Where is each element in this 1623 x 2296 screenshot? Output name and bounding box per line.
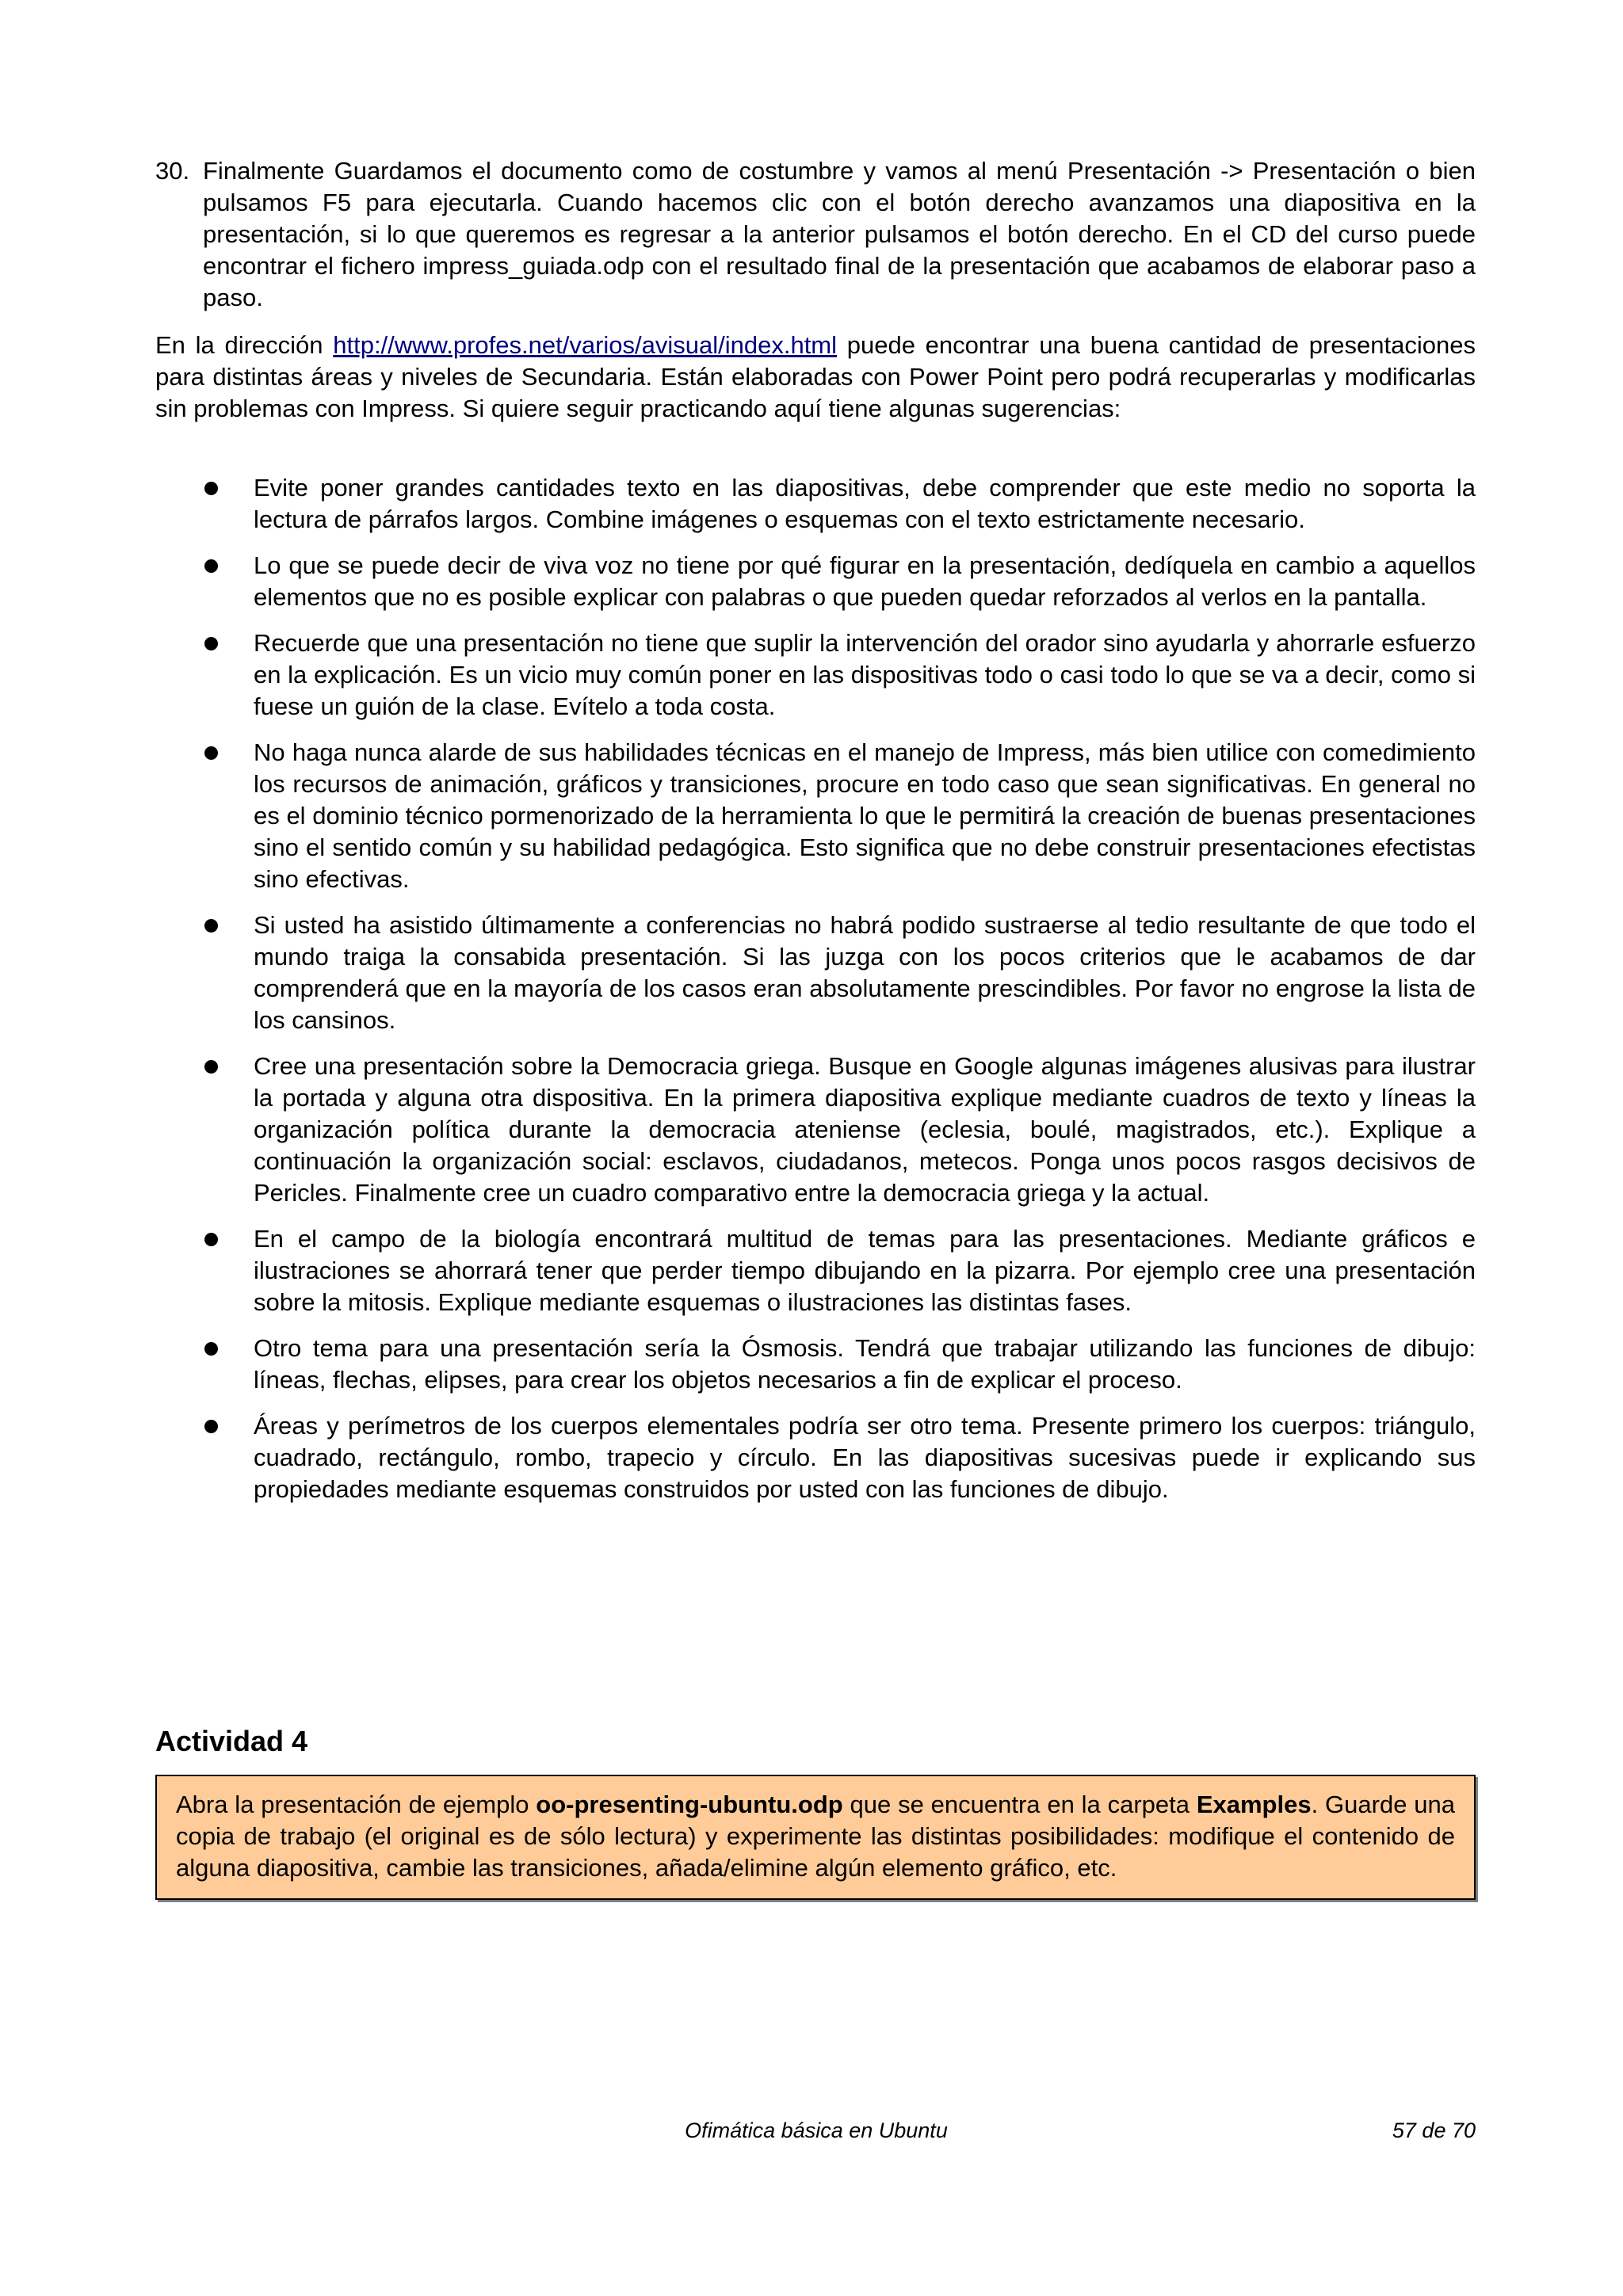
- item-text: Finalmente Guardamos el documento como de costumbre y vamos al menú Presentación -> Presentación o bien pulsamos F5 para ejecutarla. Cuando hacemos clic con el botón derecho avanzamos una diapositiva en la presentación, si lo que queremos es regresar a la anterior pulsamos el botón derecho. En el CD del curso puede encontrar el fichero impress_guiada.odp con el resultado final de la presentación que acabamos de elaborar paso a paso.: [203, 157, 1476, 311]
- list-item: [155, 472, 1476, 536]
- bullet-icon: [204, 1420, 218, 1433]
- intro-paragraph: [155, 330, 1476, 425]
- page-number: 57 de 70: [1392, 2119, 1476, 2142]
- item-number: 30.: [155, 157, 190, 185]
- list-item: [155, 1333, 1476, 1396]
- list-item-text: Áreas y perímetros de los cuerpos elementales podría ser otro tema. Presente primero los cuerpos: triángulo, cuadrado, rectángulo, rombo, trapecio y círculo. En las diapositivas sucesivas puede ir explicando sus propiedades mediante esquemas construidos por usted con las funciones de dibujo.: [254, 1412, 1476, 1503]
- activity-text-1: Abra la presentación de ejemplo: [176, 1791, 537, 1818]
- list-item: [155, 737, 1476, 895]
- numbered-item: [155, 155, 1476, 314]
- bullet-icon: [204, 1342, 218, 1356]
- bullet-icon: [204, 637, 218, 650]
- activity-text-3: . Guarde una copia de trabajo (el original es de sólo lectura) y experimente las distintas posibilidades: modifique el contenido de alguna diapositiva, cambie las transiciones, añada/elimine algún elemento gráfico, etc.: [176, 1791, 1455, 1882]
- bullet-icon: [204, 1060, 218, 1074]
- activity-text-2: que se encuentra en la carpeta: [842, 1791, 1197, 1818]
- list-item-text: En el campo de la biología encontrará multitud de temas para las presentaciones. Mediante gráficos e ilustraciones se ahorrará tener que perder tiempo dibujando en la pizarra. Por ejemplo cree una presentación sobre la mitosis. Explique mediante esquemas o ilustraciones las distintas fases.: [254, 1225, 1476, 1316]
- bullet-icon: [204, 919, 218, 933]
- activity-file-name: oo-presenting-ubuntu.odp: [536, 1791, 843, 1818]
- list-item: [155, 1223, 1476, 1318]
- activity-title: Actividad 4: [155, 1725, 308, 1757]
- activity-box: [155, 1775, 1476, 1900]
- profes-link[interactable]: http://www.profes.net/varios/avisual/index.html: [333, 331, 838, 359]
- list-item-text: Cree una presentación sobre la Democracia griega. Busque en Google algunas imágenes alusivas para ilustrar la portada y alguna otra dispositiva. En la primera diapositiva explique mediante cuadros de texto y líneas la organización política durante la democracia ateniense (eclesia, boulé, magistrados, etc.). Explique a continuación la organización social: esclavos, ciudadanos, metecos. Ponga unos pocos rasgos decisivos de Pericles. Finalmente cree un cuadro comparativo entre la democracia griega y la actual.: [254, 1052, 1476, 1207]
- activity-folder-name: Examples: [1196, 1791, 1312, 1818]
- list-item-text: Si usted ha asistido últimamente a conferencias no habrá podido sustraerse al tedio resultante de que todo el mundo traiga la consabida presentación. Si las juzga con los pocos criterios que le acabamos de dar comprenderá que en la mayoría de los casos eran absolutamente prescindibles. Por favor no engrose la lista de los cansinos.: [254, 911, 1476, 1034]
- list-item: [155, 550, 1476, 613]
- list-item-text: Recuerde que una presentación no tiene que suplir la intervención del orador sino ayudarla y ahorrarle esfuerzo en la explicación. Es un vicio muy común poner en las dispositivas todo o casi todo lo que se va a decir, como si fuese un guión de la clase. Evítelo a toda costa.: [254, 629, 1476, 720]
- list-item: [155, 910, 1476, 1036]
- list-item-text: No haga nunca alarde de sus habilidades técnicas en el manejo de Impress, más bien utilice con comedimiento los recursos de animación, gráficos y transiciones, procure en todo caso que sean significativas. En general no es el dominio técnico pormenorizado de la herramienta lo que le permitirá la creación de buenas presentaciones sino el sentido común y su habilidad pedagógica. Esto significa que no debe construir presentaciones efectistas sino efectivas.: [254, 738, 1476, 893]
- bullet-icon: [204, 482, 218, 495]
- list-item: [155, 1410, 1476, 1505]
- list-item: [155, 1051, 1476, 1209]
- intro-before-link: En la dirección: [155, 331, 334, 359]
- list-item: [155, 627, 1476, 723]
- bullet-icon: [204, 746, 218, 760]
- intro-after-link: puede encontrar una buena cantidad de presentaciones para distintas áreas y niveles de Secundaria. Están elaboradas con Power Point pero podrá recuperarlas y modificarlas sin problemas con Impress. Si quiere seguir practicando aquí tiene algunas sugerencias:: [155, 331, 1476, 422]
- suggestions-list: [155, 472, 1476, 1520]
- bullet-icon: [204, 559, 218, 573]
- bullet-icon: [204, 1233, 218, 1246]
- list-item-text: Otro tema para una presentación sería la Ósmosis. Tendrá que trabajar utilizando las funciones de dibujo: líneas, flechas, elipses, para crear los objetos necesarios a fin de explicar el proceso.: [254, 1334, 1476, 1394]
- list-item-text: Lo que se puede decir de viva voz no tiene por qué figurar en la presentación, dedíquela en cambio a aquellos elementos que no es posible explicar con palabras o que pueden quedar reforzados al verlos en la pantalla.: [254, 551, 1476, 611]
- footer-title: Ofimática básica en Ubuntu: [685, 2119, 948, 2142]
- list-item-text: Evite poner grandes cantidades texto en las diapositivas, debe comprender que este medio no soporta la lectura de párrafos largos. Combine imágenes o esquemas con el texto estrictamente necesario.: [254, 474, 1476, 533]
